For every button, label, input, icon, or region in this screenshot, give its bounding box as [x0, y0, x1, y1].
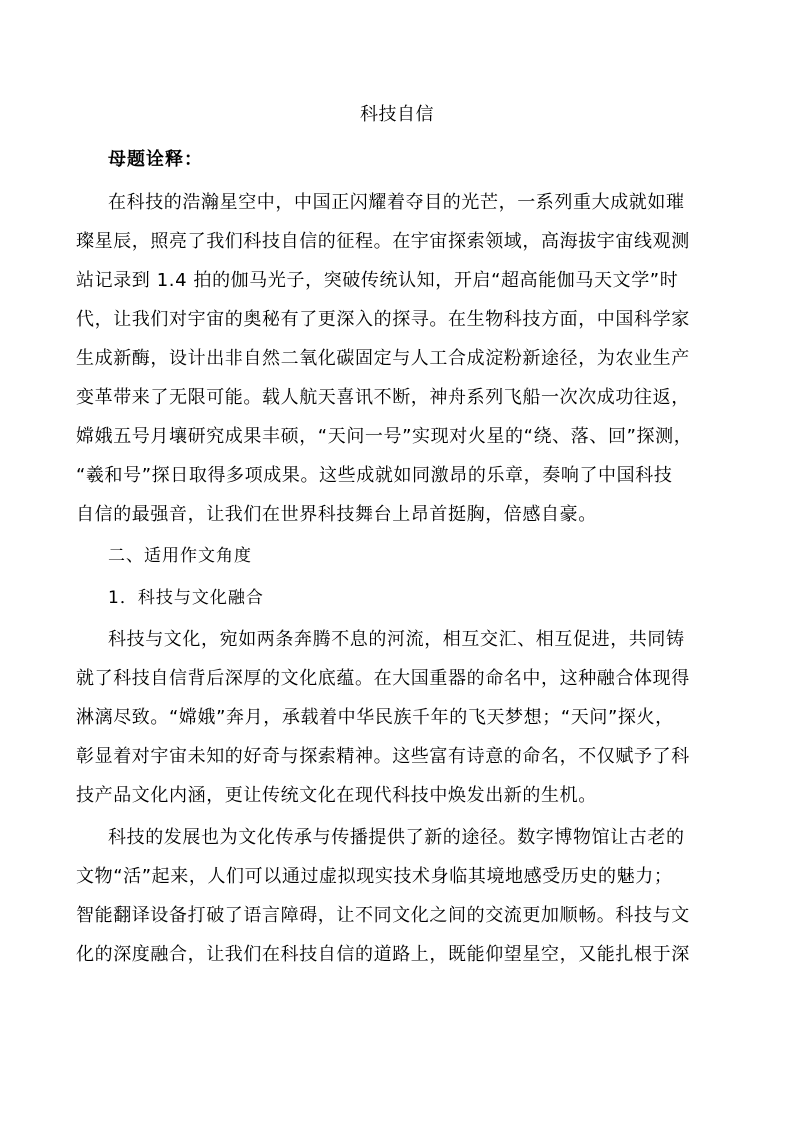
paragraph-line: 智能翻译设备打破了语言障碍，让不同文化之间的交流更加顺畅。科技与文	[76, 905, 690, 926]
paragraph-line: 自信的最强音，让我们在世界科技舞台上昂首挺胸，倍感自豪。	[76, 504, 597, 525]
paragraph-line: 生成新酶，设计出非自然二氧化碳固定与人工合成淀粉新途径，为农业生产	[76, 348, 690, 369]
paragraph-line: 科技与文化，宛如两条奔腾不息的河流，相互交汇、相互促进，共同铸	[108, 629, 685, 650]
paragraph-line: 化的深度融合，让我们在科技自信的道路上，既能仰望星空，又能扎根于深	[76, 944, 690, 965]
paragraph-line: 变革带来了无限可能。载人航天喜讯不断，神舟系列飞船一次次成功往返，	[76, 387, 690, 408]
paragraph-line: 就了科技自信背后深厚的文化底蕴。在大国重器的命名中，这种融合体现得	[76, 668, 690, 689]
paragraph-line: 彰显着对宇宙未知的好奇与探索精神。这些富有诗意的命名，不仅赋予了科	[76, 746, 690, 767]
paragraph-line: 在科技的浩瀚星空中，中国正闪耀着夺目的光芒，一系列重大成就如璀	[108, 192, 685, 213]
document-title: 科技自信	[360, 104, 434, 125]
paragraph-line: 站记录到 1.4 拍的伽马光子，突破传统认知，开启“超高能伽马天文学”时	[76, 270, 679, 291]
paragraph-line: 嫦娥五号月壤研究成果丰硕，“天问一号”实现对火星的“绕、落、回”探测，	[76, 426, 693, 447]
paragraph-line: “羲和号”探日取得多项成果。这些成就如同激昂的乐章，奏响了中国科技	[76, 465, 673, 486]
paragraph-line: 璨星辰，照亮了我们科技自信的征程。在宇宙探索领域，高海拔宇宙线观测	[76, 231, 690, 252]
paragraph-line: 科技的发展也为文化传承与传播提供了新的途径。数字博物馆让古老的	[108, 827, 685, 848]
subsection-title: 1．科技与文化融合	[108, 588, 264, 608]
paragraph-line: 淋漓尽致。“嫦娥”奔月，承载着中华民族千年的飞天梦想；“天问”探火，	[76, 707, 674, 728]
section-title: 二、适用作文角度	[108, 546, 252, 566]
paragraph-line: 技产品文化内涵，更让传统文化在现代科技中焕发出新的生机。	[76, 785, 597, 806]
paragraph-line: 文物“活”起来，人们可以通过虚拟现实技术身临其境地感受历史的魅力；	[76, 866, 673, 887]
section-heading: 母题诠释：	[108, 149, 203, 170]
paragraph-line: 代，让我们对宇宙的奥秘有了更深入的探寻。在生物科技方面，中国科学家	[76, 309, 690, 330]
